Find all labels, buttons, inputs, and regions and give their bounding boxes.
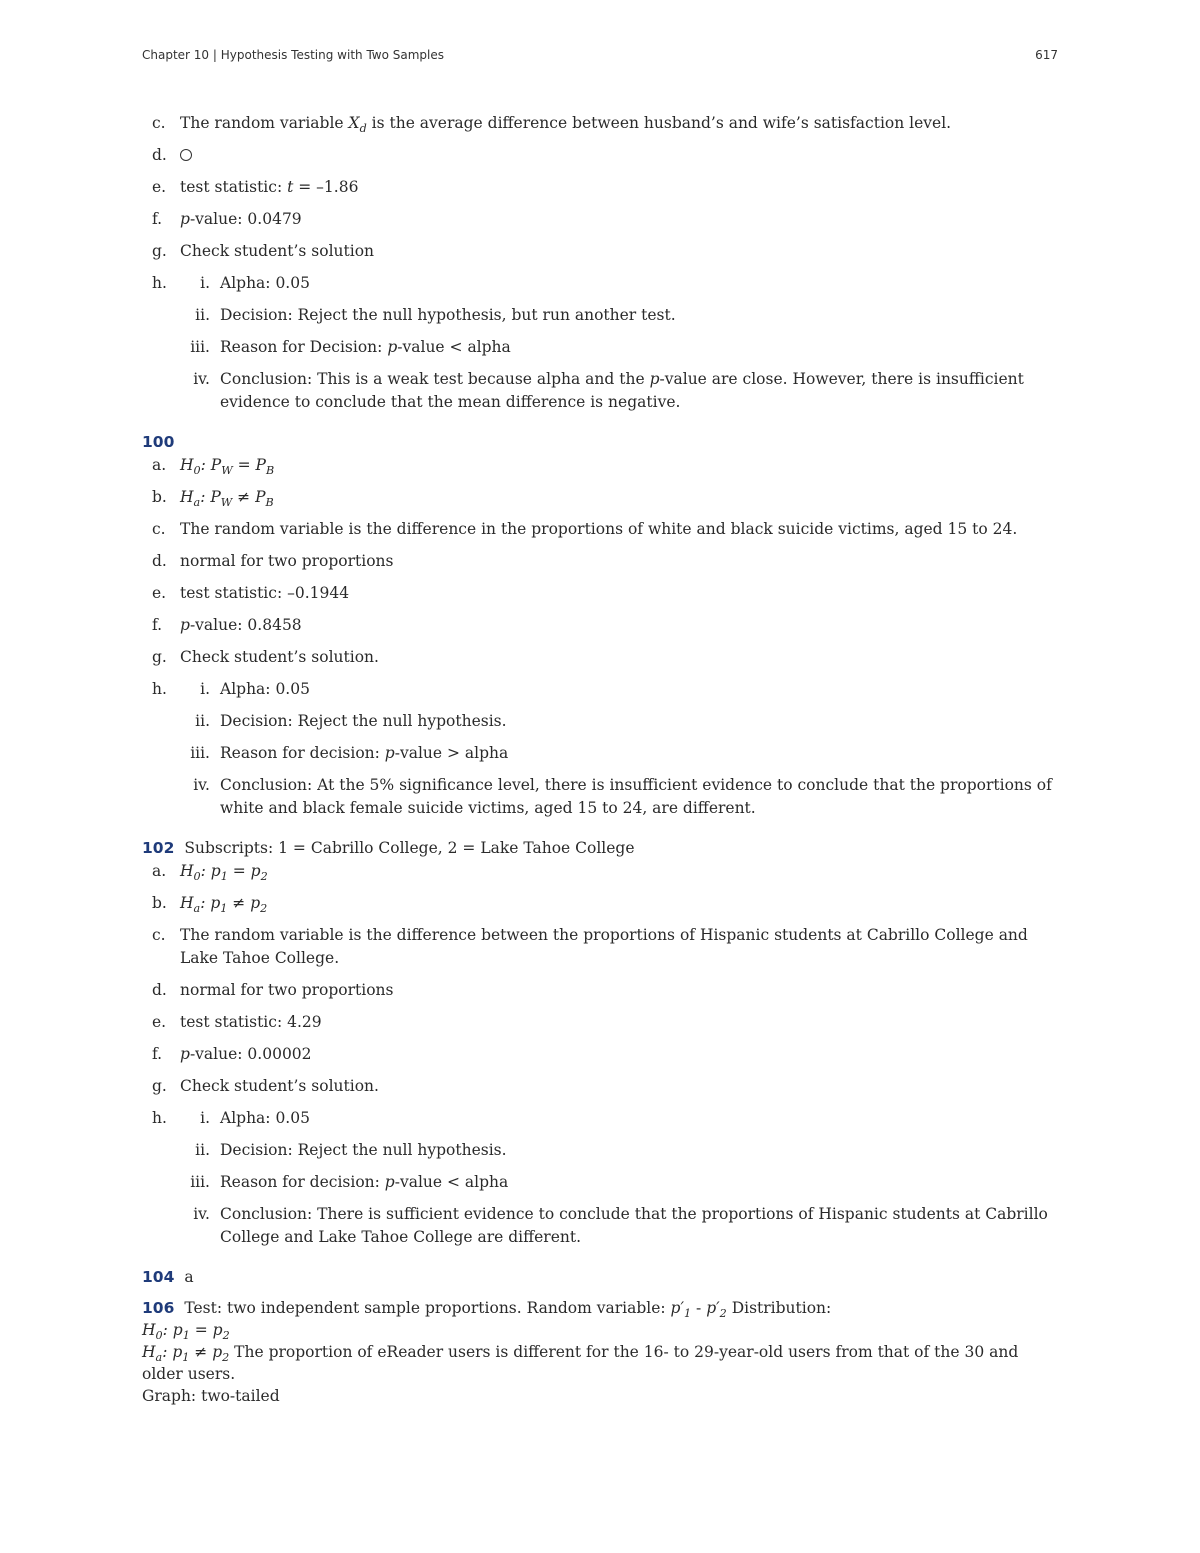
answer-98-h-iii: iii. Reason for Decision: p-value < alpha — [190, 338, 511, 356]
answer-100-h-iii: iii. Reason for decision: p-value > alpha — [190, 744, 509, 762]
answer-98-e: e. test statistic: t = –1.86 — [152, 178, 359, 196]
answer-102-d: d. normal for two proportions — [152, 981, 394, 999]
answer-100-f: f. p-value: 0.8458 — [152, 616, 302, 634]
answer-102-e: e. test statistic: 4.29 — [152, 1013, 322, 1031]
answer-98-f: f. p-value: 0.0479 — [152, 210, 302, 228]
answer-100-h-ii: ii. Decision: Reject the null hypothesis. — [195, 712, 507, 730]
answer-98-c: c. The random variable $X_d$ is the average difference between husband’s and wife’s satisfaction level. — [152, 114, 952, 135]
answer-100-c: c. The random variable is the difference in the proportions of white and black suicide victims, aged 15 to 24. — [152, 520, 1018, 538]
answer-98-h-iv: iv. Conclusion: This is a weak test because alpha and the p-value are close. However, there is insufficient evidence to conclude that the mean difference is negative. — [193, 370, 1024, 411]
answers-content — [142, 112, 1058, 1407]
answer-98-h-i: h. i. Alpha: 0.05 — [152, 274, 310, 292]
question-106-graph: Graph: two-tailed — [142, 1387, 280, 1405]
answer-102-f: f. p-value: 0.00002 — [152, 1045, 312, 1063]
answer-98-g: g. Check student’s solution — [152, 242, 375, 260]
answer-102-h-i: h. i. Alpha: 0.05 — [152, 1109, 310, 1127]
answer-102-h-iv: iv. Conclusion: There is sufficient evidence to conclude that the proportions of Hispanic students at Cabrillo College and Lake Tahoe College are different. — [193, 1205, 1048, 1246]
answer-98-h-ii: ii. Decision: Reject the null hypothesis, but run another test. — [195, 306, 676, 324]
embedded-symbol-icon — [180, 149, 192, 161]
answer-100-a: a. $H_0$: $P_W = P_B$ — [152, 456, 275, 477]
answer-102-b: b. $H_a$: $p_1 \ne p_2$ — [152, 894, 268, 915]
question-104: 104 a — [142, 1268, 194, 1286]
question-102-intro: 102 Subscripts: 1 = Cabrillo College, 2 = Lake Tahoe College — [142, 839, 635, 857]
answer-100-g: g. Check student’s solution. — [152, 648, 379, 666]
question-100-number: 100 — [142, 433, 175, 451]
answer-100-b: b. $H_a$: $P_W \ne P_B$ — [152, 488, 274, 509]
answer-102-h-ii: ii. Decision: Reject the null hypothesis. — [195, 1141, 507, 1159]
chapter-title: Chapter 10 | Hypothesis Testing with Two Samples — [142, 48, 444, 62]
question-106-intro: 106 Test: two independent sample proportions. Random variable: $p'_1 - p'_2$ Distribution: — [142, 1299, 832, 1320]
answer-102-c: c. The random variable is the difference between the proportions of Hispanic students at Cabrillo College and Lake Tahoe College. — [152, 926, 1028, 967]
answer-102-g: g. Check student’s solution. — [152, 1077, 379, 1095]
answer-100-h-i: h. i. Alpha: 0.05 — [152, 680, 310, 698]
answer-100-h-iv: iv. Conclusion: At the 5% significance level, there is insufficient evidence to conclude that the proportions of white and black female suicide victims, aged 15 to 24, are different. — [193, 776, 1052, 817]
page-header — [142, 48, 1058, 66]
question-106-h0: $H_0$: $p_1 = p_2$ — [142, 1321, 230, 1342]
answer-102-a: a. $H_0$: $p_1 = p_2$ — [152, 862, 268, 883]
answer-98-d: d. — [142, 144, 1058, 167]
answer-102-h-iii: iii. Reason for decision: p-value < alpha — [190, 1173, 509, 1191]
page-number: 617 — [1035, 48, 1058, 62]
question-106-ha: $H_a$: $p_1 \ne p_2$ The proportion of eReader users is different for the 16- to 29-year-old users from that of the 30 and older users. — [142, 1343, 1019, 1383]
answer-100-e: e. test statistic: –0.1944 — [152, 584, 350, 602]
answer-100-d: d. normal for two proportions — [152, 552, 394, 570]
